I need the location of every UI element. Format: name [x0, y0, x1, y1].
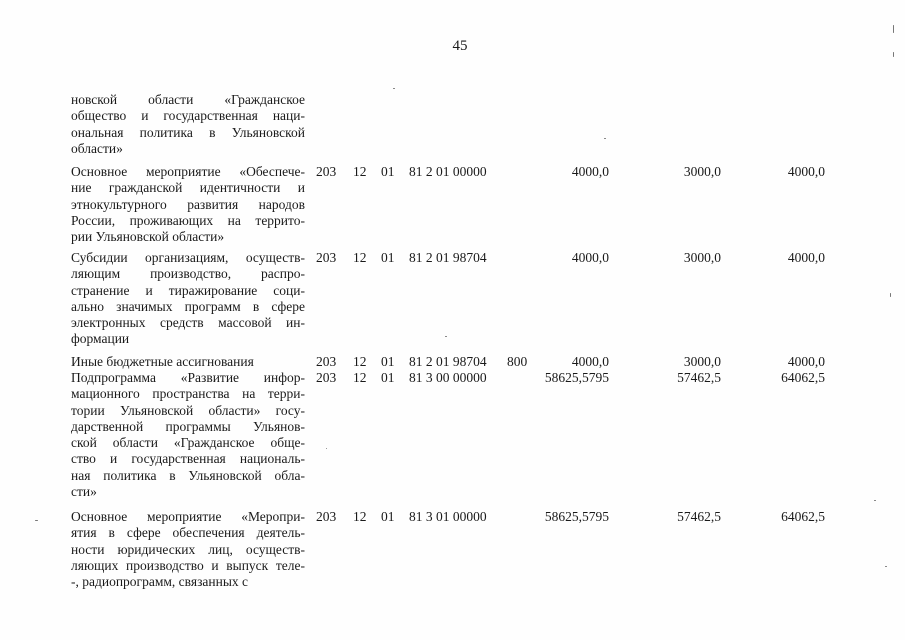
- amount-year1: 58625,5795: [544, 509, 609, 524]
- description-line: рии Ульяновской области»: [71, 229, 225, 245]
- subsection-code: 01: [381, 370, 395, 385]
- scan-speck: [893, 52, 894, 57]
- description-line: этнокультурного развития народов: [71, 196, 305, 212]
- description-line: Основное мероприятие «Обеспече-: [71, 164, 305, 179]
- amount-year1: 58625,5795: [544, 370, 609, 385]
- subsection-code: 01: [381, 354, 395, 369]
- description-line: ляющих производство и выпуск теле-: [71, 557, 305, 573]
- section-code: 12: [353, 164, 367, 179]
- description-line: новской области «Гражданское: [71, 92, 305, 107]
- description-line: Основное мероприятие «Меропри-: [71, 509, 305, 524]
- scan-speck: [393, 88, 395, 89]
- subsection-code: 01: [381, 250, 395, 265]
- amount-year1: 4000,0: [571, 250, 609, 265]
- description-line: сти»: [71, 484, 97, 500]
- description-line: области»: [71, 140, 123, 156]
- amount-year2: 57462,5: [677, 370, 721, 385]
- amount-year3: 4000,0: [787, 164, 825, 179]
- amount-year2: 3000,0: [683, 354, 721, 369]
- scan-speck: [893, 25, 894, 33]
- section-code: 12: [353, 370, 367, 385]
- ministry-code: 203: [316, 370, 337, 385]
- description-line: тории Ульяновской области» госу-: [71, 402, 305, 418]
- row-description: [71, 164, 305, 245]
- ministry-code: 203: [316, 509, 337, 524]
- scan-speck: [35, 520, 38, 521]
- section-code: 12: [353, 509, 367, 524]
- row-description: [71, 250, 305, 348]
- description-line: -, радиопрограмм, связанных с: [71, 574, 249, 590]
- scan-speck: [885, 566, 887, 567]
- section-code: 12: [353, 250, 367, 265]
- description-line: странение и тиражирование соци-: [71, 282, 305, 298]
- description-line: ятия в сфере обеспечения деятель-: [71, 525, 305, 541]
- scan-speck: [874, 500, 876, 501]
- description-line: общество и государственная наци-: [71, 108, 305, 124]
- amount-year2: 3000,0: [683, 164, 721, 179]
- description-line: России, проживающих на террито-: [71, 212, 305, 228]
- description-line: формации: [71, 331, 130, 347]
- amount-year3: 4000,0: [787, 354, 825, 369]
- ministry-code: 203: [316, 250, 337, 265]
- amount-year3: 64062,5: [781, 370, 825, 385]
- scan-speck: [326, 448, 327, 449]
- row-description: [71, 509, 305, 590]
- description-line: Подпрограмма «Развитие инфор-: [71, 370, 305, 385]
- target-article-code: 81 2 01 00000: [409, 164, 487, 179]
- scan-speck: [604, 138, 606, 139]
- row-description: [71, 354, 305, 370]
- amount-year1: 4000,0: [571, 164, 609, 179]
- ministry-code: 203: [316, 354, 337, 369]
- description-line: ние гражданской идентичности и: [71, 180, 305, 196]
- scan-speck: [445, 336, 447, 337]
- subsection-code: 01: [381, 164, 395, 179]
- description-line: ляющим производство, распро-: [71, 266, 305, 282]
- scan-speck: [890, 293, 891, 297]
- page-number: 45: [452, 38, 468, 54]
- description-line: ная политика в Ульяновской обла-: [71, 467, 305, 483]
- amount-year3: 64062,5: [781, 509, 825, 524]
- amount-year2: 57462,5: [677, 509, 721, 524]
- description-line: Субсидии организациям, осуществ-: [71, 250, 305, 265]
- amount-year3: 4000,0: [787, 250, 825, 265]
- subsection-code: 01: [381, 509, 395, 524]
- target-article-code: 81 3 00 00000: [409, 370, 487, 385]
- expense-type-code: 800: [507, 354, 528, 369]
- description-line: дарственной программы Ульянов-: [71, 418, 305, 434]
- description-line: ально значимых программ в сфере: [71, 298, 305, 314]
- target-article-code: 81 3 01 00000: [409, 509, 487, 524]
- description-line: мационного пространства на терри-: [71, 386, 305, 402]
- row-description: [71, 92, 305, 157]
- description-line: ональная политика в Ульяновской: [71, 124, 305, 140]
- row-description: [71, 370, 305, 500]
- target-article-code: 81 2 01 98704: [409, 250, 487, 265]
- description-line: ство и государственная националь-: [71, 451, 305, 467]
- target-article-code: 81 2 01 98704: [409, 354, 487, 369]
- ministry-code: 203: [316, 164, 337, 179]
- section-code: 12: [353, 354, 367, 369]
- description-line: ности юридических лиц, осуществ-: [71, 541, 305, 557]
- amount-year2: 3000,0: [683, 250, 721, 265]
- description-line: Иные бюджетные ассигнования: [71, 354, 254, 369]
- description-line: электронных средств массовой ин-: [71, 315, 305, 331]
- description-line: ской области «Гражданское обще-: [71, 435, 305, 451]
- amount-year1: 4000,0: [571, 354, 609, 369]
